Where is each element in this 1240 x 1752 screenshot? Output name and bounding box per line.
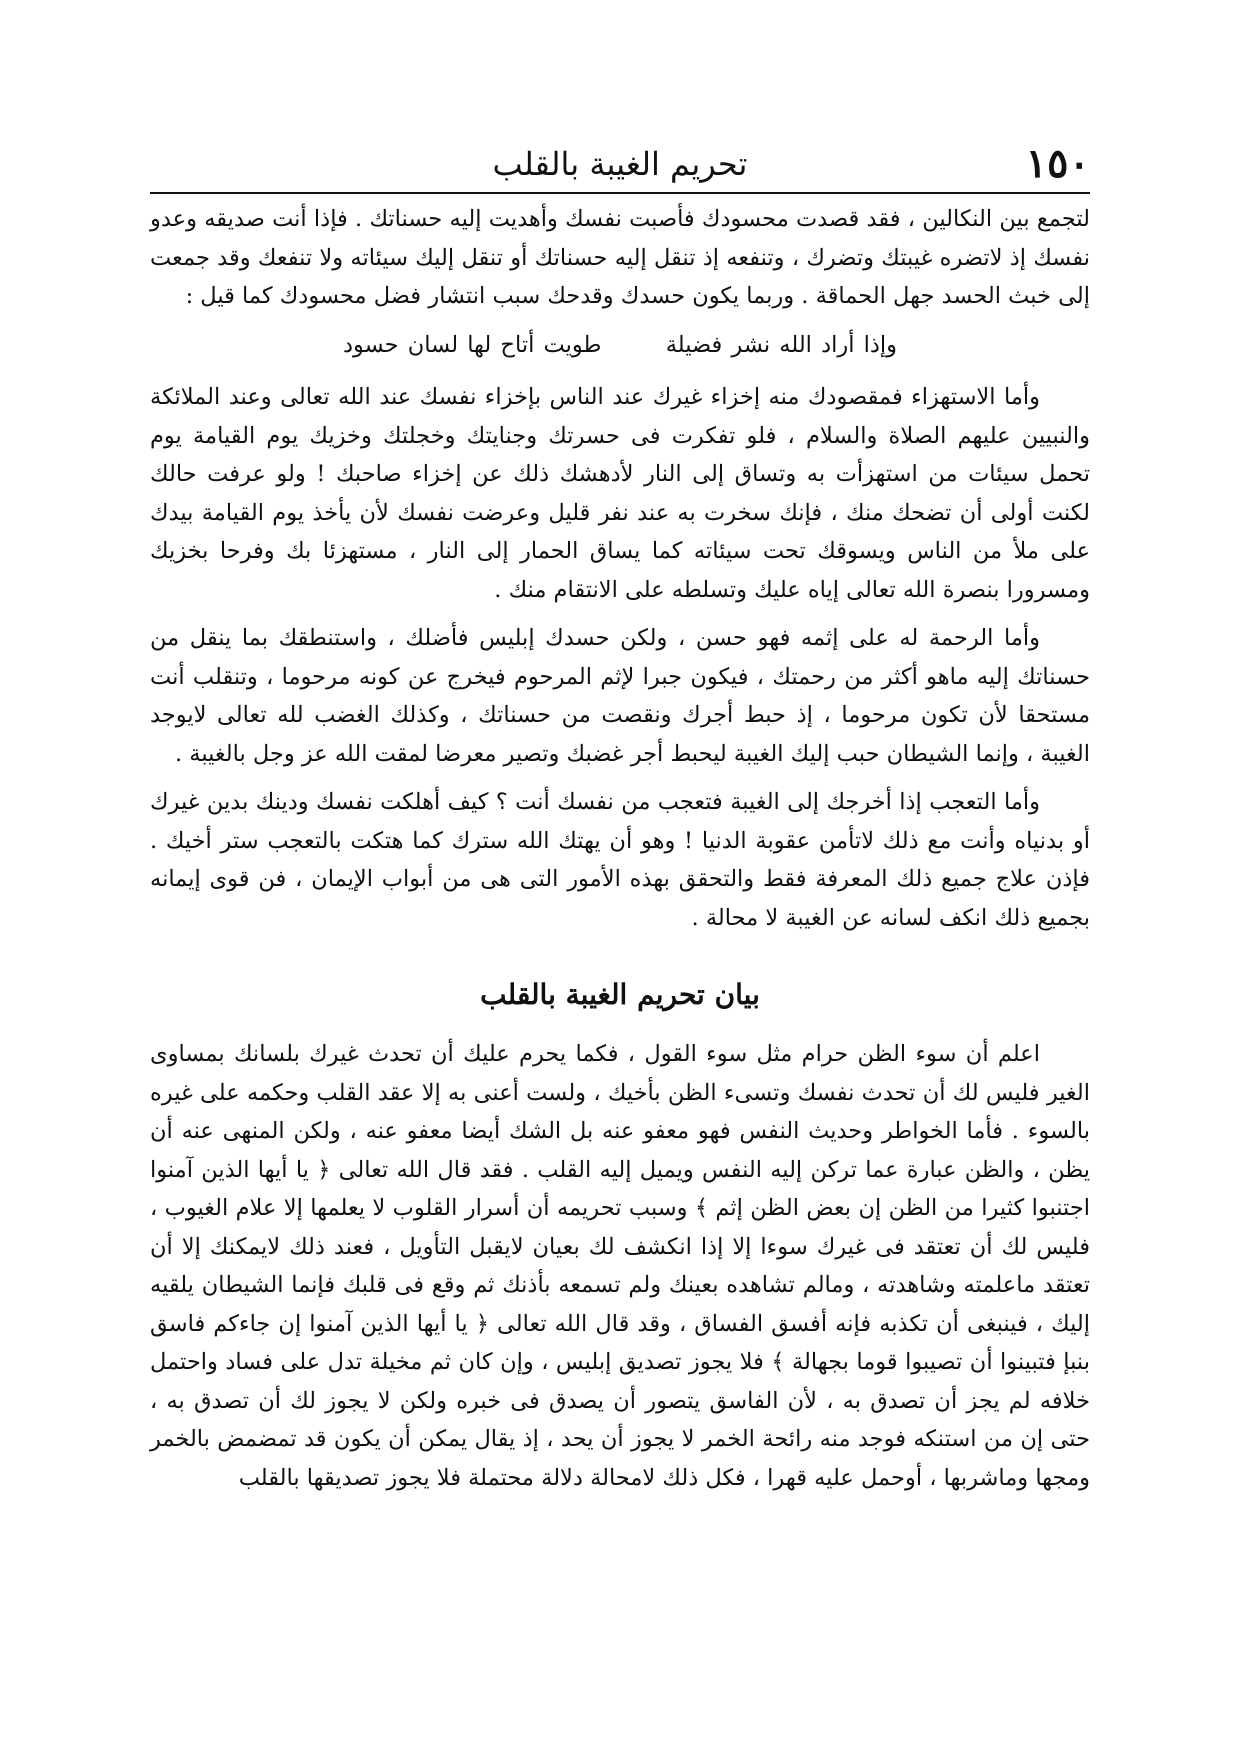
paragraph-3: وأما الرحمة له على إثمه فهو حسن ، ولكن حسدك إبليس فأضلك ، واستنطقك بما ينقل من حسناتك إليه ماهو أكثر من رحمتك ، فيكون جبرا لإثم المرحوم فيخرج عن كونه مرحوما ، وتنقلب أنت مستحقا لأن تكون مرحوما ، إذ حبط أجرك ونقصت من حسناتك ، وكذلك الغضب لله تعالى لايوجد الغيبة ، وإنما الشيطان حبب إليك الغيبة ليحبط أجر غضبك وتصير معرضا لمقت الله عز وجل بالغيبة . [150,625,1090,767]
section-heading: بيان تحريم الغيبة بالقلب [480,978,760,1011]
verse-second-hemistich: طويت أتاح لها لسان حسود [342,331,602,358]
running-title: تحريم الغيبة بالقلب [492,145,748,183]
paragraph-2: وأما الاستهزاء فمقصودك منه إخزاء غيرك عند الناس بإخزاء نفسك عند الله تعالى وعند الملائكة والنبيين عليهم الصلاة والسلام ، فلو تفكرت فى حسرتك وجنايتك وخجلتك وخزيك يوم القيامة يوم تحمل سيئات من استهزأت به وتساق إلى النار لأدهشك ذلك عن إخزاء صاحبك ! ولو عرفت حالك لكنت أولى أن تضحك منك ، فإنك سخرت به عند نفر قليل وعرضت نفسك لأن يأخذ يوم القيامة بيدك على ملأ من الناس ويسوقك تحت سيئاته كما يساق الحمار إلى النار ، مستهزئا بك وفرحا بخزيك ومسرورا بنصرة الله تعالى إياه عليك وتسلطه على الانتقام منك . [150,384,1090,603]
paragraph-1: لتجمع بين النكالين ، فقد قصدت محسودك فأصبت نفسك وأهديت إليه حسناتك . فإذا أنت صديقه وعدو نفسك إذ لاتضره غيبتك وتضرك ، وتنفعه إذ تنقل إليه حسناتك أو تنقل إليك سيئاته ولا تنفعك وقد جمعت إلى خبث الحسد جهل الحماقة . وربما يكون حسدك وقدحك سبب انتشار فضل محسودك كما قيل : [150,206,1090,309]
paragraph-4: وأما التعجب إذا أخرجك إلى الغيبة فتعجب من نفسك أنت ؟ كيف أهلكت نفسك ودينك بدين غيرك أو بدنياه وأنت مع ذلك لاتأمن عقوبة الدنيا ! وهو أن يهتك الله سترك كما هتكت بالتعجب ستر أخيك . فإذن علاج جميع ذلك المعرفة فقط والتحقق بهذه الأمور التى هى من أبواب الإيمان ، فن قوى إيمانه بجميع ذلك انكف لسانه عن الغيبة لا محالة . [150,789,1090,931]
header-rule [150,192,1090,194]
verse-first-hemistich: وإذا أراد الله نشر فضيلة [665,331,898,358]
page-header [150,138,1090,190]
body-text [150,200,1090,1507]
poetry-verse [150,326,1090,365]
paragraph-5: اعلم أن سوء الظن حرام مثل سوء القول ، فكما يحرم عليك أن تحدث غيرك بلسانك بمساوى الغير فليس لك أن تحدث نفسك وتسىء الظن بأخيك ، ولست أعنى به إلا عقد القلب وحكمه على غيره بالسوء . فأما الخواطر وحديث النفس فهو معفو عنه بل الشك أيضا معفو عنه ، ولكن المنهى عنه أن يظن ، والظن عبارة عما تركن إليه النفس ويميل إليه القلب . فقد قال الله تعالى ﴿ يا أيها الذين آمنوا اجتنبوا كثيرا من الظن إن بعض الظن إثم ﴾ وسبب تحريمه أن أسرار القلوب لا يعلمها إلا علام الغيوب ، فليس لك أن تعتقد فى غيرك سوءا إلا إذا انكشف لك بعيان لايقبل التأويل ، فعند ذلك لايمكنك إلا أن تعتقد ماعلمته وشاهدته ، ومالم تشاهده بعينك ولم تسمعه بأذنك ثم وقع فى قلبك فإنما الشيطان يلقيه إليك ، فينبغى أن تكذبه فإنه أفسق الفساق ، وقد قال الله تعالى ﴿ يا أيها الذين آمنوا إن جاءكم فاسق بنبإ فتبينوا أن تصيبوا قوما بجهالة ﴾ فلا يجوز تصديق إبليس ، وإن كان ثم مخيلة تدل على فساد واحتمل خلافه لم يجز أن تصدق به ، لأن الفاسق يتصور أن يصدق فى خبره ولكن لا يجوز لك أن تصدق به ، حتى إن من استنكه فوجد منه رائحة الخمر لا يجوز أن يحد ، إذ يقال يمكن أن يكون قد تمضمض بالخمر ومجها وماشربها ، أوحمل عليه قهرا ، فكل ذلك لامحالة دلالة محتملة فلا يجوز تصديقها بالقلب [150,1041,1090,1491]
page-number: ١٥٠ [1025,140,1090,187]
